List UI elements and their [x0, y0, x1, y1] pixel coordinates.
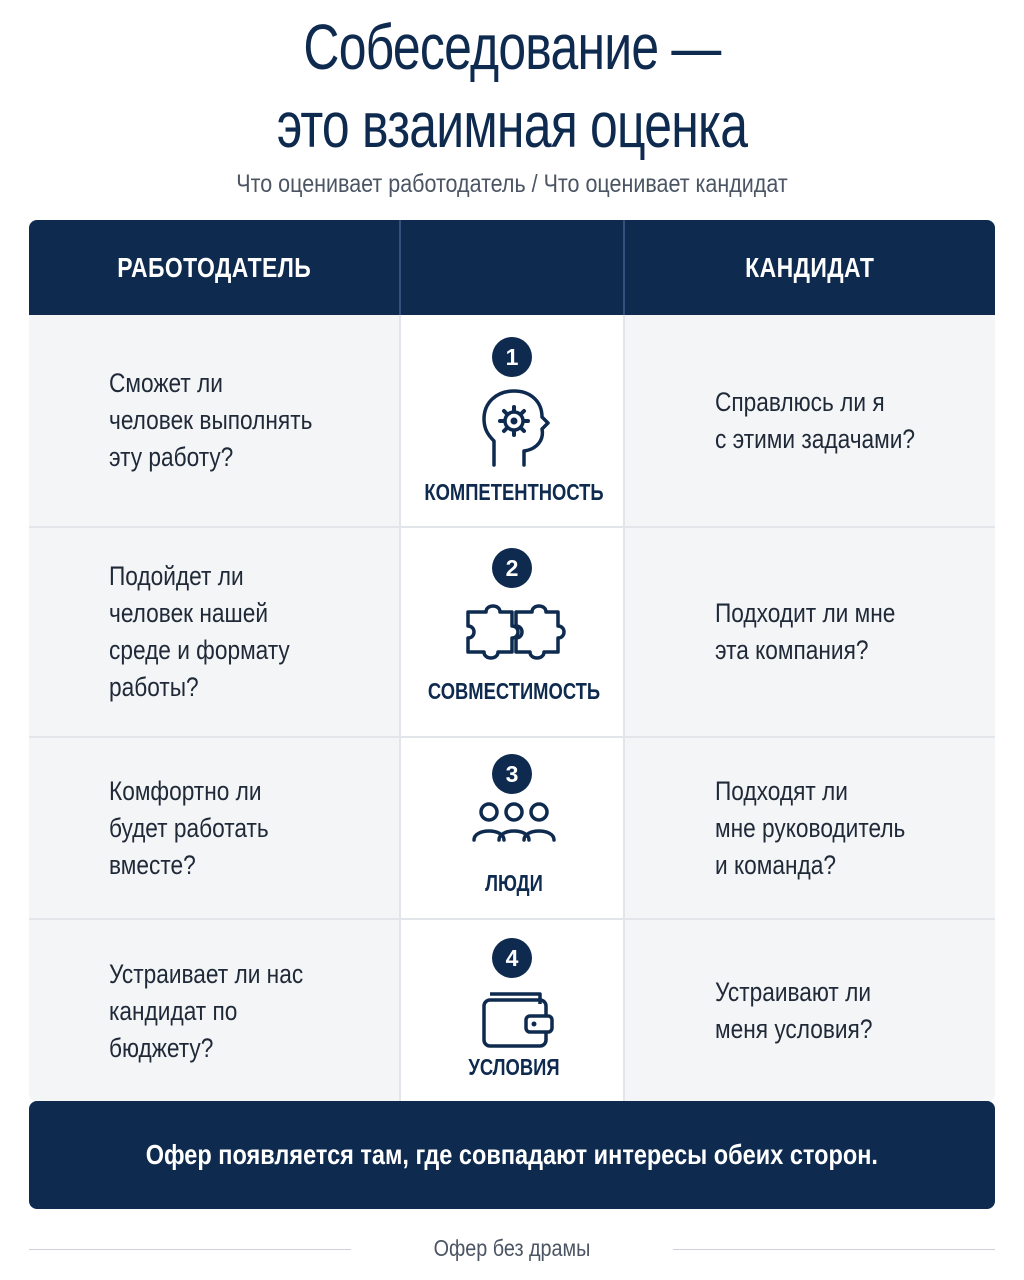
table-row [29, 528, 995, 738]
title-line-1: Собеседование — [303, 11, 721, 83]
header-employer-label: РАБОТОДАТЕЛЬ [117, 251, 311, 283]
category-label: СОВМЕСТИМОСТЬ [427, 678, 601, 704]
category-label: КОМПЕТЕНТНОСТЬ [424, 479, 604, 505]
candidate-question: Справлюсь ли я с этими задачами? [715, 386, 916, 454]
conclusion-text: Офер появляется там, где совпадают интересы обеих сторон. [145, 1139, 879, 1170]
employer-question: Сможет ли человек выполнять эту работу? [109, 368, 313, 472]
table-row [29, 315, 995, 528]
table-header [29, 220, 995, 315]
puzzle-icon [454, 596, 574, 686]
header-employer [29, 220, 399, 315]
title-line-2: это взаимная оценка [276, 89, 748, 161]
candidate-cell [625, 528, 995, 736]
category-label: УСЛОВИЯ [468, 1054, 560, 1080]
header-candidate-label: КАНДИДАТ [745, 251, 875, 283]
candidate-question: Подходит ли мне эта компания? [715, 598, 896, 665]
brand-caption: Офер без драмы [433, 1235, 591, 1261]
row-number: 4 [492, 938, 532, 978]
employer-question: Устраивает ли нас кандидат по бюджету? [109, 958, 304, 1063]
employer-cell [29, 315, 399, 526]
employer-question: Подойдет ли человек нашей среде и формату работы? [109, 561, 290, 702]
header-middle [399, 220, 625, 315]
employer-cell [29, 738, 399, 918]
candidate-cell [625, 920, 995, 1102]
employer-cell [29, 528, 399, 736]
candidate-question: Подходят ли мне руководитель и команда? [715, 775, 906, 880]
row-number: 2 [492, 548, 532, 588]
page-subtitle: Что оценивает работодатель / Что оценивает кандидат [236, 170, 788, 198]
row-number: 3 [492, 754, 532, 794]
category-cell [399, 528, 625, 736]
page-title [113, 8, 912, 164]
employer-cell [29, 920, 399, 1102]
table-row [29, 738, 995, 920]
category-cell [399, 315, 625, 526]
category-cell [399, 920, 625, 1102]
header-candidate [625, 220, 995, 315]
row-number: 1 [492, 337, 532, 377]
conclusion-banner [29, 1101, 995, 1209]
candidate-question: Устраивают ли меня условия? [715, 977, 873, 1044]
comparison-table [29, 220, 995, 1102]
candidate-cell [625, 738, 995, 918]
candidate-cell [625, 315, 995, 526]
employer-question: Комфортно ли будет работать вместе? [109, 775, 269, 880]
head-gear-icon [454, 383, 574, 473]
category-label: ЛЮДИ [485, 870, 543, 896]
table-row [29, 920, 995, 1102]
category-cell [399, 738, 625, 918]
